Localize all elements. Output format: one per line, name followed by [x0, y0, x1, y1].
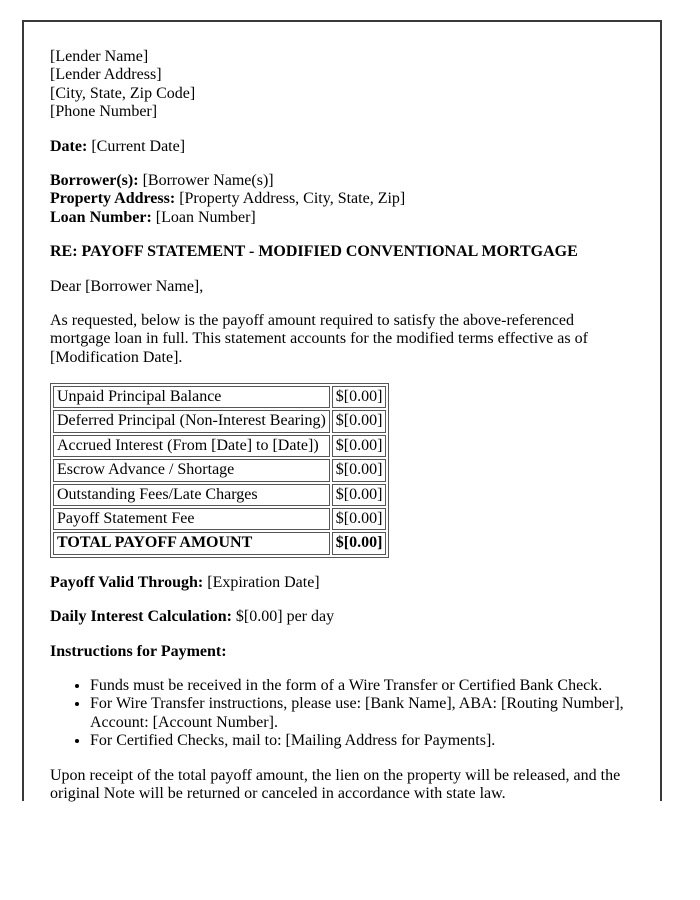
- payoff-table: [50, 383, 389, 558]
- lender-city-state-zip: [City, State, Zip Code]: [50, 84, 196, 102]
- row-item-label: Accrued Interest (From [Date] to [Date]): [53, 435, 330, 457]
- loan-number-label: Loan Number:: [50, 208, 152, 226]
- payment-instruction-item: • For Wire Transfer instructions, please use: [Bank Name], ABA: [Routing Number], Account: [Account Number].: [90, 695, 634, 732]
- lender-phone: [Phone Number]: [50, 103, 158, 121]
- daily-interest-value: $[0.00] per day: [235, 608, 335, 626]
- date-label: Date:: [50, 137, 88, 155]
- recipient-block: [50, 172, 634, 227]
- row-amount: $[0.00]: [332, 459, 387, 481]
- total-amount: $[0.00]: [332, 532, 387, 554]
- table-row: [53, 386, 386, 408]
- instructions-heading: Instructions for Payment:: [50, 642, 227, 660]
- row-amount: $[0.00]: [332, 435, 387, 457]
- daily-interest-label: Daily Interest Calculation:: [50, 608, 232, 626]
- row-item-label: Outstanding Fees/Late Charges: [53, 484, 330, 506]
- property-address-label: Property Address:: [50, 190, 176, 208]
- total-item-label: TOTAL PAYOFF AMOUNT: [53, 532, 330, 554]
- lender-name: [Lender Name]: [50, 48, 149, 65]
- valid-through-label: Payoff Valid Through:: [50, 573, 204, 591]
- date-value: [Current Date]: [91, 137, 186, 155]
- letter-frame: [22, 20, 662, 801]
- subject-line: RE: PAYOFF STATEMENT - MODIFIED CONVENTIONAL MORTGAGE: [50, 243, 578, 261]
- row-amount: $[0.00]: [332, 386, 387, 408]
- row-amount: $[0.00]: [332, 410, 387, 432]
- row-item-label: Unpaid Principal Balance: [53, 386, 330, 408]
- intro-paragraph: As requested, below is the payoff amount required to satisfy the above-referenced mortgage loan in full. This statement accounts for the modified terms effective as of [Modification Date].: [50, 311, 588, 366]
- borrowers-value: [Borrower Name(s)]: [142, 171, 274, 189]
- table-row-total: [53, 532, 386, 554]
- borrowers-label: Borrower(s):: [50, 171, 139, 189]
- daily-interest-line: [50, 608, 634, 626]
- row-amount: $[0.00]: [332, 508, 387, 530]
- closing-paragraph: Upon receipt of the total payoff amount, the lien on the property will be released, and the original Note will be returned or canceled in accordance with state law.: [50, 766, 621, 802]
- table-row: [53, 484, 386, 506]
- payment-instruction-item: • For Certified Checks, mail to: [Mailing Address for Payments].: [90, 732, 634, 750]
- date-line: [50, 138, 634, 156]
- table-row: [53, 435, 386, 457]
- payment-instructions-list: [50, 677, 634, 751]
- table-row: [53, 508, 386, 530]
- valid-through-line: [50, 574, 634, 592]
- row-amount: $[0.00]: [332, 484, 387, 506]
- table-row: [53, 410, 386, 432]
- lender-address-block: [50, 48, 634, 122]
- lender-address: [Lender Address]: [50, 66, 162, 84]
- payment-instruction-item: • Funds must be received in the form of a Wire Transfer or Certified Bank Check.: [90, 677, 634, 695]
- row-item-label: Escrow Advance / Shortage: [53, 459, 330, 481]
- row-item-label: Payoff Statement Fee: [53, 508, 330, 530]
- table-row: [53, 459, 386, 481]
- row-item-label: Deferred Principal (Non-Interest Bearing): [53, 410, 330, 432]
- salutation: Dear [Borrower Name],: [50, 277, 204, 295]
- valid-through-value: [Expiration Date]: [207, 573, 320, 591]
- loan-number-value: [Loan Number]: [155, 208, 256, 226]
- property-address-value: [Property Address, City, State, Zip]: [179, 190, 406, 208]
